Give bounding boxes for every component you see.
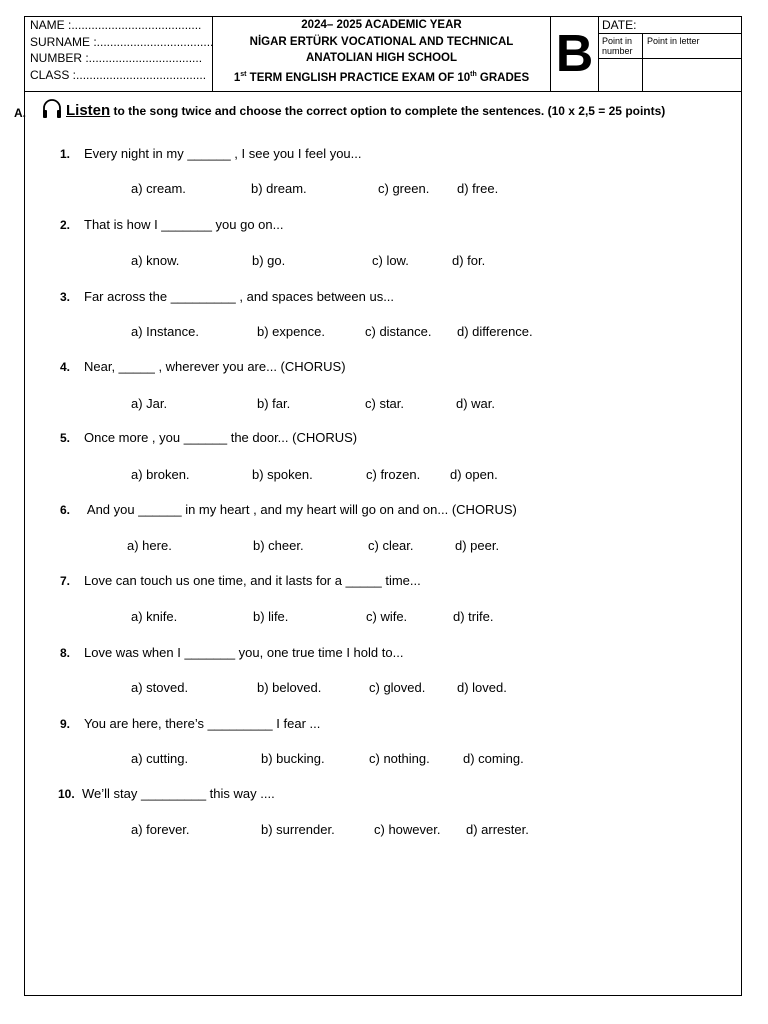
- question-2: [60, 217, 283, 232]
- option-b[interactable]: b) dream.: [251, 181, 307, 196]
- option-a[interactable]: a) cream.: [131, 181, 186, 196]
- option-a[interactable]: a) cutting.: [131, 751, 189, 766]
- student-info: [25, 17, 213, 91]
- question-number: 8.: [60, 646, 71, 660]
- title-line-1: 2024– 2025 ACADEMIC YEAR: [301, 19, 462, 31]
- option-c[interactable]: c) wife.: [366, 609, 408, 624]
- option-c[interactable]: c) gloved.: [369, 680, 426, 695]
- option-a[interactable]: a) stoved.: [131, 680, 189, 695]
- title-line-4: 1st TERM ENGLISH PRACTICE EXAM OF 10th GRADES: [233, 70, 530, 84]
- question-text: You are here, there’s _________ I fear ...: [84, 716, 321, 731]
- question-4-options: [107, 396, 707, 414]
- option-d[interactable]: d) for.: [452, 253, 486, 268]
- score-box: [599, 17, 741, 91]
- question-text: Far across the _________ , and spaces between us...: [84, 289, 395, 304]
- section-label: A.: [14, 106, 26, 120]
- option-b[interactable]: b) spoken.: [252, 467, 313, 482]
- question-9: [60, 716, 320, 731]
- option-a[interactable]: a) Instance.: [131, 324, 199, 339]
- question-number: 3.: [60, 290, 71, 304]
- question-3-options: [107, 324, 707, 342]
- option-b[interactable]: b) surrender.: [261, 822, 335, 837]
- exam-header: [25, 17, 741, 92]
- option-b[interactable]: b) cheer.: [253, 538, 304, 553]
- question-number: 10.: [58, 787, 75, 801]
- headphones-icon: [40, 96, 64, 120]
- option-d[interactable]: d) loved.: [457, 680, 507, 695]
- option-b[interactable]: b) bucking.: [261, 751, 325, 766]
- option-d[interactable]: d) open.: [450, 467, 498, 482]
- option-a[interactable]: a) broken.: [131, 467, 190, 482]
- date-field[interactable]: DATE:: [599, 17, 741, 34]
- question-text: Love can touch us one time, and it lasts for a _____ time...: [84, 573, 421, 588]
- class-field[interactable]: CLASS :.......................................: [30, 67, 207, 82]
- point-in-letter-label: Point in letter: [643, 34, 741, 59]
- question-text: Love was when I _______ you, one true time I hold to...: [84, 645, 404, 660]
- number-field[interactable]: NUMBER :..................................: [30, 51, 203, 65]
- option-d[interactable]: d) coming.: [463, 751, 524, 766]
- option-d[interactable]: d) war.: [456, 396, 496, 411]
- question-10: [58, 786, 275, 801]
- option-c[interactable]: c) clear.: [368, 538, 414, 553]
- question-6: [60, 502, 517, 517]
- surname-field[interactable]: SURNAME :...................................: [30, 34, 214, 49]
- option-b[interactable]: b) expence.: [257, 324, 325, 339]
- question-number: 6.: [60, 503, 71, 517]
- option-c[interactable]: c) green.: [378, 181, 430, 196]
- question-3: [60, 289, 394, 304]
- option-a[interactable]: a) here.: [127, 538, 172, 553]
- option-d[interactable]: d) peer.: [455, 538, 500, 553]
- question-number: 1.: [60, 147, 71, 161]
- question-10-options: [107, 822, 707, 840]
- question-text: We’ll stay _________ this way ....: [82, 786, 275, 801]
- option-b[interactable]: b) life.: [253, 609, 289, 624]
- option-a[interactable]: a) know.: [131, 253, 180, 268]
- option-a[interactable]: a) Jar.: [131, 396, 168, 411]
- option-d[interactable]: d) free.: [457, 181, 499, 196]
- question-text: And you ______ in my heart , and my heart will go on and on... (CHORUS): [84, 502, 517, 517]
- question-number: 4.: [60, 360, 71, 374]
- option-c[interactable]: c) distance.: [365, 324, 432, 339]
- question-6-options: [107, 538, 707, 556]
- option-c[interactable]: c) star.: [365, 396, 405, 411]
- question-text: That is how I _______ you go on...: [84, 217, 284, 232]
- booklet-letter: B: [551, 17, 599, 91]
- question-2-options: [107, 253, 707, 271]
- question-number: 7.: [60, 574, 71, 588]
- option-d[interactable]: d) difference.: [457, 324, 533, 339]
- question-7-options: [107, 609, 707, 627]
- option-c[interactable]: c) low.: [372, 253, 409, 268]
- question-number: 2.: [60, 218, 71, 232]
- question-7: [60, 573, 421, 588]
- option-a[interactable]: a) knife.: [131, 609, 178, 624]
- question-number: 5.: [60, 431, 71, 445]
- listen-word: Listen: [66, 102, 111, 119]
- exam-title: [213, 17, 551, 91]
- option-d[interactable]: d) arrester.: [466, 822, 529, 837]
- question-8-options: [107, 680, 707, 698]
- question-text: Once more , you ______ the door... (CHORUS): [84, 430, 358, 445]
- option-c[interactable]: c) nothing.: [369, 751, 430, 766]
- point-in-number-label: Point in number: [599, 34, 643, 59]
- question-5: [60, 430, 357, 445]
- question-number: 9.: [60, 717, 71, 731]
- option-d[interactable]: d) trife.: [453, 609, 494, 624]
- question-4: [60, 359, 346, 374]
- option-c[interactable]: c) however.: [374, 822, 441, 837]
- option-c[interactable]: c) frozen.: [366, 467, 421, 482]
- option-b[interactable]: b) go.: [252, 253, 286, 268]
- section-instruction: Listen to the song twice and choose the correct option to complete the sentences. (10 x 2,5 = 25 points): [66, 102, 666, 119]
- question-1-options: [107, 181, 707, 199]
- title-line-3: ANATOLIAN HIGH SCHOOL: [306, 52, 457, 64]
- question-text: Near, _____ , wherever you are... (CHORUS): [84, 359, 346, 374]
- question-1: [60, 146, 362, 161]
- point-in-number-box[interactable]: [599, 59, 643, 91]
- option-a[interactable]: a) forever.: [131, 822, 190, 837]
- name-field[interactable]: NAME :.......................................: [30, 18, 202, 32]
- option-b[interactable]: b) far.: [257, 396, 291, 411]
- question-8: [60, 645, 403, 660]
- question-5-options: [107, 467, 707, 485]
- question-9-options: [107, 751, 707, 769]
- question-text: Every night in my ______ , I see you I feel you...: [84, 146, 362, 161]
- option-b[interactable]: b) beloved.: [257, 680, 322, 695]
- title-line-2: NİGAR ERTÜRK VOCATIONAL AND TECHNICAL: [249, 35, 514, 48]
